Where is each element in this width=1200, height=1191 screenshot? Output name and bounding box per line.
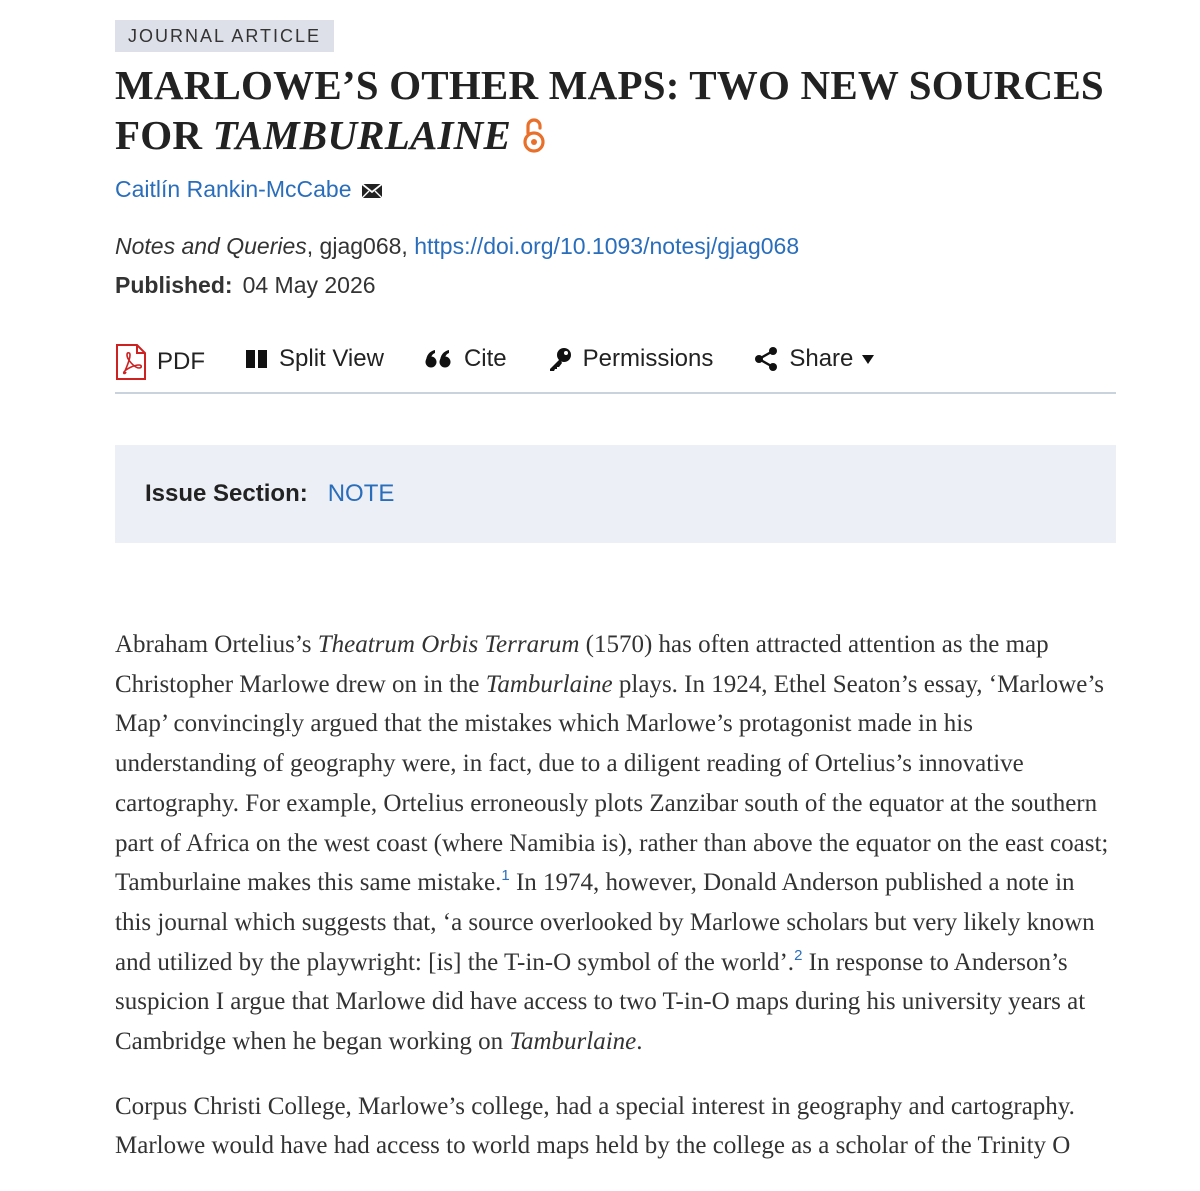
title-line-2-prefix: FOR — [115, 112, 213, 158]
permissions-label: Permissions — [582, 345, 714, 372]
issue-section-label: Issue Section: — [145, 480, 308, 507]
mail-icon[interactable] — [361, 177, 383, 207]
text-run: Abraham Ortelius’s — [115, 631, 318, 658]
issue-section-box — [115, 445, 1116, 543]
share-label: Share — [789, 345, 854, 372]
citation-line — [115, 231, 1116, 261]
article-type-badge: JOURNAL ARTICLE — [115, 20, 334, 52]
split-view-label: Split View — [279, 345, 384, 372]
quote-icon — [424, 348, 454, 370]
footnote-link[interactable]: 2 — [794, 946, 803, 964]
share-button[interactable] — [753, 344, 875, 374]
split-view-button[interactable] — [245, 344, 384, 374]
caret-down-icon — [861, 353, 875, 365]
open-access-icon — [521, 114, 547, 164]
pdf-icon — [115, 344, 147, 380]
author-link[interactable]: Caitlín Rankin-McCabe — [115, 176, 352, 202]
share-icon — [753, 346, 779, 372]
split-view-icon — [245, 348, 269, 370]
title-line-2-italic: TAMBURLAINE — [212, 112, 511, 158]
cite-button[interactable] — [424, 344, 507, 374]
text-run: In 1974, however, Donald Anderson published a note in this journal which suggests that, ‘a source overlooked by Marlowe scholars but very likely known and utilized by the playwright: [is] the T-in-O symbol of the world’. — [115, 869, 1095, 976]
pdf-label: PDF — [157, 348, 205, 375]
key-icon — [547, 346, 573, 372]
article-body — [115, 625, 1116, 1166]
text-run: plays. In 1924, Ethel Seaton’s essay, ‘Marlowe’s Map’ convincingly argued that the mistakes which Marlowe’s protagonist made in his understanding of geography were, in fact, due to a diligent reading of Ortelius’s innovative cartography. For example, Ortelius erroneously plots Zanzibar south of the equator at the southern part of Africa on the west coast (where Namibia is), rather than above the equator on the east coast; Tamburlaine makes this same mistake. — [115, 670, 1109, 897]
journal-name: Notes and Queries — [115, 233, 307, 259]
pdf-button[interactable] — [115, 344, 205, 380]
doi-link[interactable]: https://doi.org/10.1093/notesj/gjag068 — [414, 233, 800, 259]
published-date-row — [115, 270, 1116, 300]
text-run: (1570) has often attracted attention as the map Christopher Marlowe drew on in the — [115, 631, 1049, 698]
footnote-ref-1 — [501, 861, 509, 885]
text-run: . — [636, 1028, 643, 1056]
footnote-link[interactable]: 1 — [501, 867, 510, 885]
italic-title: Theatrum Orbis Terrarum — [317, 631, 580, 658]
italic-title: Tamburlaine — [509, 1028, 637, 1056]
article-title — [115, 60, 1116, 164]
author-row — [115, 174, 1116, 207]
published-label: Published: — [115, 272, 233, 298]
body-paragraph-1 — [115, 625, 1116, 1062]
article-toolbar — [115, 344, 1116, 394]
published-date: 04 May 2026 — [242, 272, 376, 298]
text-run: In response to Anderson’s suspicion I argue that Marlowe did have access to two T-in-O maps during his university years at Cambridge when he began working on — [115, 948, 1086, 1056]
body-paragraph-2: Corpus Christi College, Marlowe’s college, had a special interest in geography and cartography. Marlowe would have had access to world maps held by the college as a scholar of the Trinity O — [115, 1092, 1075, 1160]
cite-label: Cite — [463, 345, 507, 372]
title-line-1: MARLOWE’S OTHER MAPS: TWO NEW SOURCES — [115, 62, 1104, 108]
issue-section-link[interactable]: NOTE — [327, 480, 395, 507]
article-id: , gjag068, — [306, 233, 415, 259]
italic-title: Tamburlaine — [485, 670, 613, 698]
permissions-button[interactable] — [547, 344, 714, 374]
article-header — [115, 20, 1116, 1191]
